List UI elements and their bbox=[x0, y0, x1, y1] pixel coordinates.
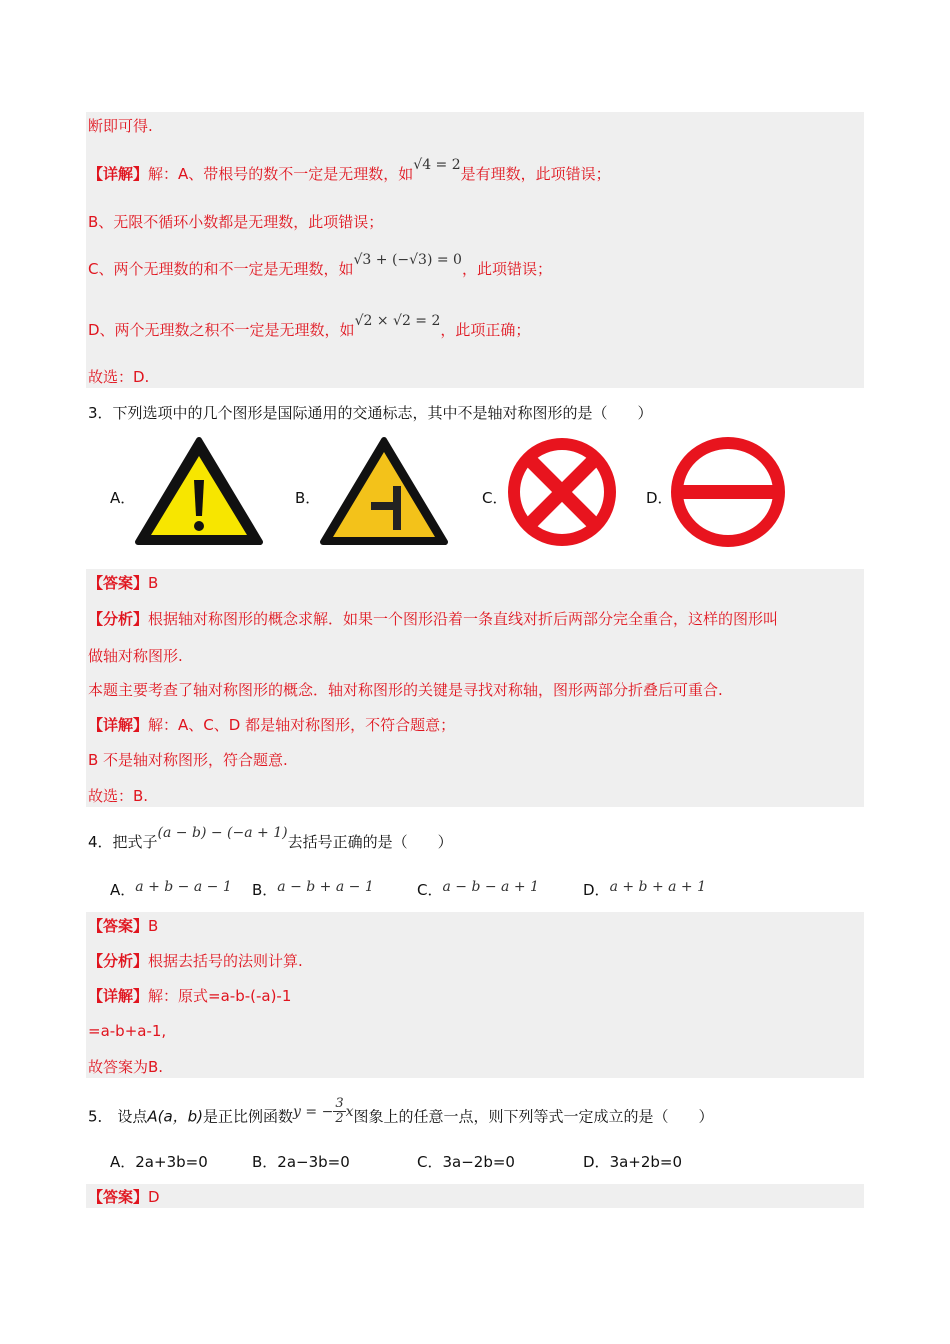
q3-answer: 【答案】B bbox=[88, 574, 159, 592]
t-junction-warning-sign-icon bbox=[319, 436, 449, 548]
q4-option-d: D．a + b + a + 1 bbox=[583, 879, 707, 899]
q5-option-b: B．2a−3b=0 bbox=[252, 1153, 350, 1171]
q2-choice: 故选：D. bbox=[88, 368, 150, 386]
q3-option-c-label: C． bbox=[482, 489, 508, 507]
no-stopping-sign-icon bbox=[506, 436, 618, 548]
q3-option-b-label: B． bbox=[295, 489, 321, 507]
q2-analysis-tail: 断即可得. bbox=[88, 117, 153, 135]
q2-detail-b: B、无限不循环小数都是无理数，此项错误； bbox=[88, 213, 384, 231]
q3-analysis-3: 本题主要考查了轴对称图形的概念．轴对称图形的关键是寻找对称轴，图形两部分折叠后可重合. bbox=[88, 681, 723, 699]
q2-detail-a: 【详解】解：A、带根号的数不一定是无理数，如√4 = 2是有理数，此项错误； bbox=[88, 157, 611, 183]
q4-option-b: B．a − b + a − 1 bbox=[252, 879, 374, 899]
q4-detail-1: 【详解】解：原式=a-b-(-a)-1 bbox=[88, 987, 292, 1005]
q4-detail-3: 故答案为B. bbox=[88, 1058, 164, 1076]
no-entry-sign-icon bbox=[670, 436, 786, 548]
q5-function: y = − $\frac{3}{2}$ x bbox=[293, 1096, 354, 1126]
q4-option-c: C．a − b − a + 1 bbox=[417, 879, 539, 899]
q5-option-c: C．3a−2b=0 bbox=[417, 1153, 515, 1171]
q3-analysis-1: 【分析】根据轴对称图形的概念求解．如果一个图形沿着一条直线对折后两部分完全重合，这样的图形叫 bbox=[88, 610, 779, 628]
q2-detail-d: D、两个无理数之积不一定是无理数，如√2 × √2 = 2，此项正确； bbox=[88, 313, 531, 339]
q2-detail-c: C、两个无理数的和不一定是无理数，如√3 + (−√3) = 0，此项错误； bbox=[88, 252, 552, 278]
q5-solution-block bbox=[86, 1184, 864, 1208]
q4-answer: 【答案】B bbox=[88, 917, 159, 935]
q5-option-d: D．3a+2b=0 bbox=[583, 1153, 683, 1171]
detail-tag: 【详解】 bbox=[88, 165, 149, 183]
q5-option-a: A．2a+3b=0 bbox=[110, 1153, 208, 1171]
q5-answer: 【答案】D bbox=[88, 1188, 160, 1206]
formula-sqrt4: √4 = 2 bbox=[413, 157, 461, 173]
q2-solution-block bbox=[86, 112, 864, 388]
q3-detail-1: 【详解】解：A、C、D 都是轴对称图形，不符合题意； bbox=[88, 716, 456, 734]
q4-expression: (a − b) − (−a + 1) bbox=[157, 825, 288, 841]
q3-analysis-2: 做轴对称图形. bbox=[88, 647, 183, 665]
q5-stem: 5． 设点A(a，b)是正比例函数y = − $\frac{3}{2}$ x图象上的任意一点，则下列等式一定成立的是（ ） bbox=[88, 1096, 714, 1126]
q5-point: A(a，b) bbox=[147, 1107, 204, 1126]
q3-detail-2: B 不是轴对称图形，符合题意. bbox=[88, 751, 288, 769]
q5-fraction: $\frac{3}{2}$ bbox=[335, 1096, 344, 1126]
q4-analysis: 【分析】根据去括号的法则计算. bbox=[88, 952, 303, 970]
formula-sqrt2: √2 × √2 = 2 bbox=[354, 313, 441, 329]
q4-stem: 4．把式子(a − b) − (−a + 1)去括号正确的是（ ） bbox=[88, 825, 453, 851]
q4-option-a: A．a + b − a − 1 bbox=[110, 879, 232, 899]
q3-option-a-label: A． bbox=[110, 489, 136, 507]
warning-exclamation-sign-icon bbox=[134, 436, 264, 548]
q4-detail-2: =a-b+a-1, bbox=[88, 1022, 167, 1040]
q3-option-d-label: D． bbox=[646, 489, 673, 507]
formula-sqrt3: √3 + (−√3) = 0 bbox=[353, 252, 462, 268]
q3-choice: 故选：B. bbox=[88, 787, 149, 805]
q3-stem: 3．下列选项中的几个图形是国际通用的交通标志，其中不是轴对称图形的是（ ） bbox=[88, 404, 653, 422]
